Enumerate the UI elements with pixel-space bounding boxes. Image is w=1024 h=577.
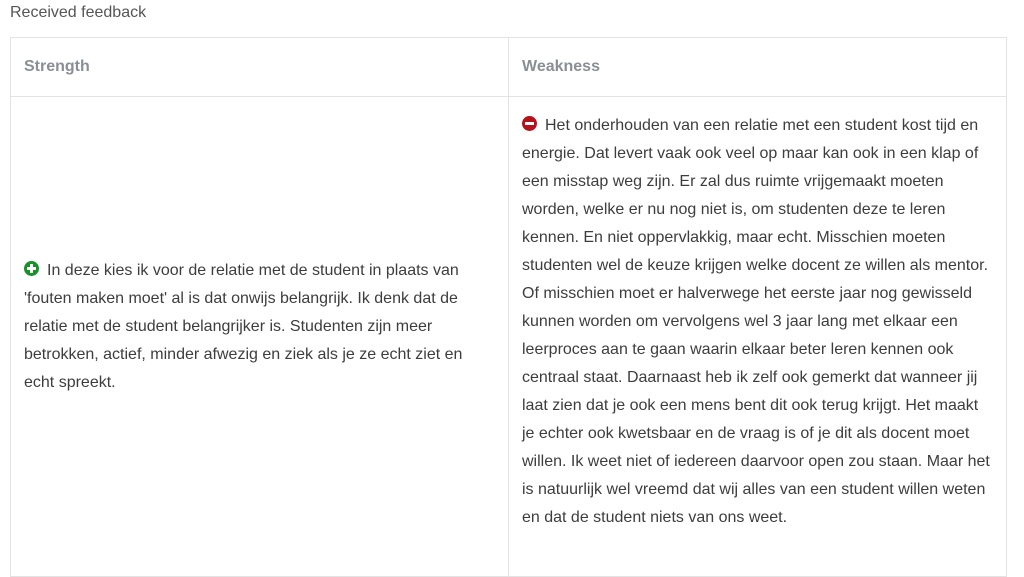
strength-content bbox=[24, 257, 495, 397]
table-header-row bbox=[11, 38, 1006, 97]
header-weakness: Weakness bbox=[522, 58, 600, 75]
feedback-table bbox=[10, 37, 1007, 577]
weakness-cell bbox=[509, 97, 1006, 576]
minus-circle-icon bbox=[522, 116, 537, 131]
header-strength: Strength bbox=[11, 38, 509, 96]
strength-cell bbox=[11, 97, 509, 576]
table-row bbox=[11, 97, 1006, 576]
section-title: Received feedback bbox=[10, 4, 147, 21]
weakness-text: Het onderhouden van een relatie met een student kost tijd en energie. Dat levert vaak ook veel op maar kan ook in een klap of een misstap weg zijn. Er zal dus ruimte vrijgemaakt moeten worden, welke er nu nog niet is, om studenten deze te leren kennen. En niet oppervlakkig, maar echt. Misschien moeten studenten wel de keuze krijgen welke docent ze willen als mentor. Of misschien moet er halverwege het eerste jaar nog gewisseld kunnen worden om vervolgens wel 3 jaar lang met elkaar een leerproces aan te gaan waarin elkaar beter leren kennen ook centraal staat. Daarnaast heb ik zelf ook gemerkt dat wanneer jij laat zien dat je ook een mens bent dit ook terug krijgt. Het maakt je echter ook kwetsbaar en de vraag is of je dit als docent moet willen. Ik weet niet of iedereen daarvoor open zou staan. Maar het is natuurlijk wel vreemd dat wij alles van een student willen weten en dat de student niets van ons weet. bbox=[522, 117, 990, 526]
plus-circle-icon bbox=[24, 261, 39, 276]
strength-text: In deze kies ik voor de relatie met de student in plaats van 'fouten maken moet' al is dat onwijs belangrijk. Ik denk dat de relatie met de student belangrijker is. Studenten zijn meer betrokken, actief, minder afwezig en ziek als je ze echt ziet en echt spreekt. bbox=[24, 261, 463, 391]
